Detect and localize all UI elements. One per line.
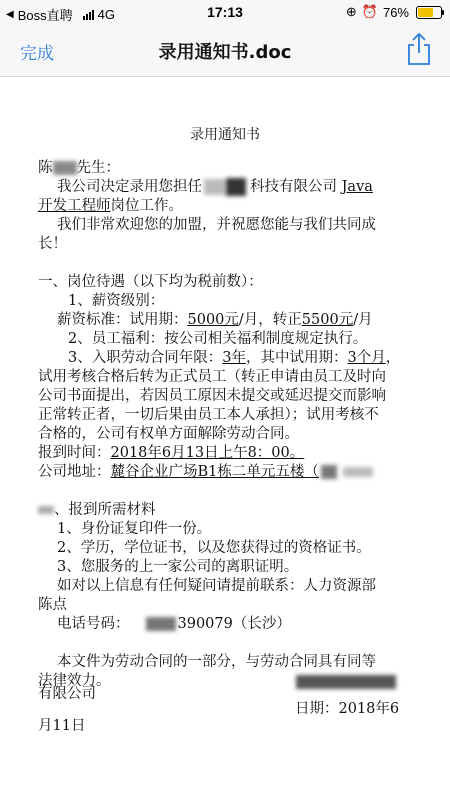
phone-line bbox=[57, 615, 291, 634]
status-time: 17:13 bbox=[207, 4, 243, 20]
para1-position: 开发工程师 bbox=[38, 198, 111, 214]
redaction-mark bbox=[226, 178, 246, 196]
status-right bbox=[346, 4, 442, 20]
footer-date-label: 日期： bbox=[295, 701, 339, 717]
salary-level: 1、薪资级别： bbox=[68, 293, 165, 309]
para1-company: 科技有限公司 bbox=[250, 179, 337, 195]
contract-text-e: ， bbox=[385, 350, 401, 366]
contact-line: 如对以上信息有任何疑问请提前联系：人力资源部 bbox=[57, 578, 376, 594]
para3-line1: 本文件为劳动合同的一部分，与劳动合同具有同等 bbox=[57, 654, 376, 670]
section2-heading bbox=[38, 501, 156, 520]
rotation-lock-icon: ⊕ bbox=[345, 4, 357, 19]
report-time-label: 报到时间： bbox=[38, 445, 111, 461]
doc-heading: 录用通知书 bbox=[190, 127, 260, 143]
redaction-mark bbox=[204, 179, 226, 195]
address-label: 公司地址： bbox=[38, 464, 111, 480]
contract-years: 3年 bbox=[222, 350, 246, 366]
footer-day: 月11日 bbox=[38, 718, 86, 734]
document-title: 录用通知书.doc bbox=[158, 42, 292, 63]
salary-regular: 5500元 bbox=[301, 312, 354, 328]
contact-name: 陈点 bbox=[38, 597, 67, 613]
para1-text-d: 岗位工作。 bbox=[110, 198, 183, 214]
contract-text-c: ，其中试用期： bbox=[245, 350, 348, 366]
para1-java: Java bbox=[341, 179, 373, 195]
salary-standard bbox=[57, 311, 373, 330]
report-time-line bbox=[38, 444, 304, 463]
salary-text-a: 薪资标准：试用期： bbox=[57, 312, 188, 328]
footer-date-value: 2018年6 bbox=[338, 701, 400, 717]
battery-icon bbox=[416, 6, 442, 19]
footer-date bbox=[295, 700, 399, 719]
greeting-surname: 陈 bbox=[38, 160, 53, 176]
para2-line1: 我们非常欢迎您的加盟，并祝愿您能与我们共同成 bbox=[57, 217, 376, 233]
greeting-line bbox=[38, 159, 120, 178]
contract-line-5: 合格的，公司有权单方面解除劳动合同。 bbox=[38, 426, 299, 442]
salary-text-c: /月，转正 bbox=[238, 312, 302, 328]
address-value: 麓谷企业广场B1栋二单元五楼（ bbox=[110, 464, 319, 480]
contract-text-a: 3、入职劳动合同年限： bbox=[68, 350, 223, 366]
done-button[interactable]: 完成 bbox=[20, 44, 54, 64]
alarm-icon: ⏰ bbox=[361, 4, 378, 19]
back-triangle-icon[interactable]: ◀ bbox=[6, 9, 14, 20]
nav-bar bbox=[0, 24, 450, 77]
document-body bbox=[0, 77, 450, 800]
probation-months: 3个月 bbox=[347, 350, 386, 366]
section2-title: 、报到所需材料 bbox=[54, 502, 156, 518]
address-line bbox=[38, 463, 373, 482]
material-2: 2、学历，学位证书，以及您获得过的资格证书。 bbox=[57, 540, 371, 556]
footer-company: 有限公司 bbox=[38, 686, 96, 702]
contract-line-3: 公司书面提出，若因员工原因未提交或延迟提交而影响 bbox=[38, 388, 386, 404]
back-app-label[interactable]: Boss直聘 bbox=[17, 8, 73, 23]
para2-line2: 长！ bbox=[38, 236, 67, 252]
redaction-mark bbox=[343, 467, 373, 477]
contract-line-2: 试用考核合格后转为正式员工（转正申请由员工及时向 bbox=[38, 369, 386, 385]
material-1: 1、身份证复印件一份。 bbox=[57, 521, 212, 537]
redaction-mark bbox=[38, 506, 54, 514]
para1-line1 bbox=[57, 178, 373, 197]
redaction-mark bbox=[53, 161, 77, 175]
section1-heading: 一、岗位待遇（以下均为税前数）： bbox=[38, 274, 263, 290]
para1-text-a: 我公司决定录用您担任 bbox=[57, 179, 202, 195]
redaction-mark bbox=[146, 617, 176, 631]
para3-line2: 法律效力。 bbox=[38, 673, 111, 689]
battery-fill bbox=[418, 8, 433, 17]
material-3: 3、您服务的上一家公司的离职证明。 bbox=[57, 559, 299, 575]
contract-line bbox=[68, 349, 400, 368]
para1-line2 bbox=[38, 197, 183, 216]
status-bar bbox=[0, 0, 450, 24]
redaction-mark bbox=[321, 465, 337, 479]
redaction-mark bbox=[296, 675, 396, 689]
battery-percent: 76% bbox=[382, 4, 409, 20]
greeting-title: 先生： bbox=[76, 160, 120, 176]
signature-redaction bbox=[296, 673, 396, 692]
welfare-line: 2、员工福利：按公司相关福利制度规定执行。 bbox=[68, 331, 368, 347]
phone-label: 电话号码： bbox=[57, 616, 130, 632]
salary-probation: 5000元 bbox=[187, 312, 239, 328]
network-label: 4G bbox=[97, 7, 115, 22]
salary-text-e: /月 bbox=[353, 312, 373, 328]
report-time-value: 2018年6月13日上午8：00。 bbox=[110, 445, 305, 461]
phone-value: 390079（长沙） bbox=[177, 616, 291, 632]
share-icon[interactable] bbox=[406, 32, 432, 66]
contract-line-4: 正常转正者，一切后果由员工本人承担）；试用考核不 bbox=[38, 407, 379, 423]
